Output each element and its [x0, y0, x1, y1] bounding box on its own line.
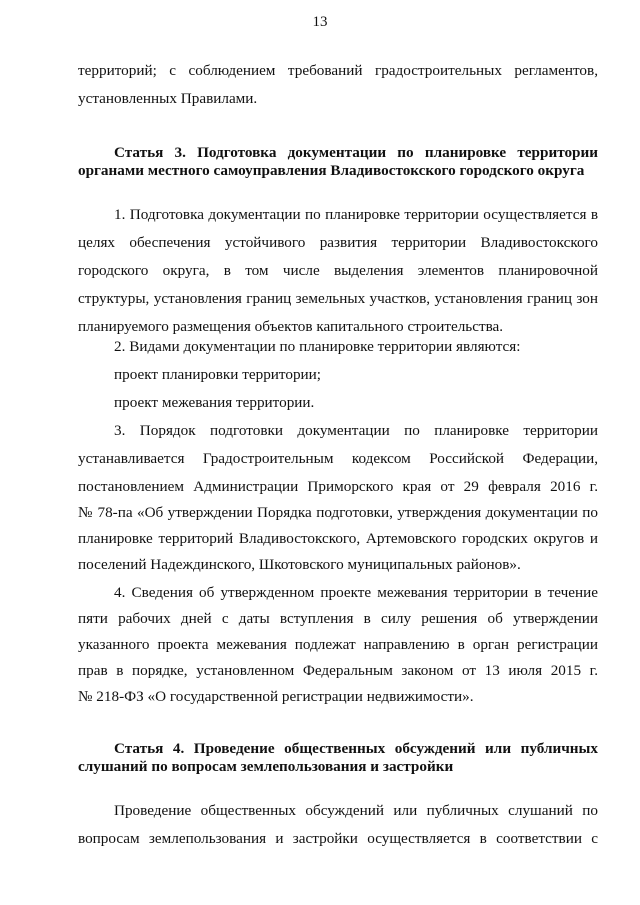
paragraph-line: № 78-па «Об утверждении Порядка подготовки, утверждения документации по	[78, 504, 598, 521]
article-3-heading: Статья 3. Подготовка документации по планировке территории	[114, 144, 598, 161]
list-item: проект планировки территории;	[114, 366, 322, 383]
paragraph-line: № 218-ФЗ «О государственной регистрации недвижимости».	[78, 688, 474, 705]
paragraph-line: указанного проекта межевания подлежат направлению в орган регистрации	[78, 636, 598, 653]
page-number: 13	[312, 14, 328, 30]
paragraph-line: вопросам землепользования и застройки осуществляется в соответствии с	[78, 830, 598, 847]
paragraph-line: планируемого размещения объектов капитального строительства.	[78, 318, 504, 335]
paragraph-line: 2. Видами документации по планировке территории являются:	[114, 338, 521, 355]
paragraph-line: 3. Порядок подготовки документации по планировке территории	[114, 422, 598, 439]
paragraph-line: территорий; с соблюдением требований градостроительных регламентов,	[78, 62, 598, 79]
paragraph-line: городского округа, в том числе выделения элементов планировочной	[78, 262, 598, 279]
paragraph-line: 1. Подготовка документации по планировке территории осуществляется в	[114, 206, 598, 223]
paragraph-line: постановлением Администрации Приморского края от 29 февраля 2016 г.	[78, 478, 598, 495]
paragraph-line: прав в порядке, установленном Федеральным законом от 13 июля 2015 г.	[78, 662, 598, 679]
paragraph-line: устанавливается Градостроительным кодексом Российской Федерации,	[78, 450, 598, 467]
paragraph-line: установленных Правилами.	[78, 90, 258, 107]
article-3-heading: органами местного самоуправления Владивостокского городского округа	[78, 162, 585, 179]
paragraph-line: поселений Надеждинского, Шкотовского муниципальных районов».	[78, 556, 521, 573]
article-4-heading: слушаний по вопросам землепользования и застройки	[78, 758, 454, 775]
paragraph-line: пяти рабочих дней с даты вступления в силу решения об утверждении	[78, 610, 598, 627]
paragraph-line: планировке территорий Владивостокского, Артемовского городских округов и	[78, 530, 598, 547]
paragraph-line: Проведение общественных обсуждений или публичных слушаний по	[114, 802, 598, 819]
list-item: проект межевания территории.	[114, 394, 315, 411]
paragraph-line: 4. Сведения об утвержденном проекте межевания территории в течение	[114, 584, 598, 601]
paragraph-line: целях обеспечения устойчивого развития территории Владивостокского	[78, 234, 598, 251]
article-4-heading: Статья 4. Проведение общественных обсуждений или публичных	[114, 740, 598, 757]
paragraph-line: структуры, установления границ земельных участков, установления границ зон	[78, 290, 598, 307]
